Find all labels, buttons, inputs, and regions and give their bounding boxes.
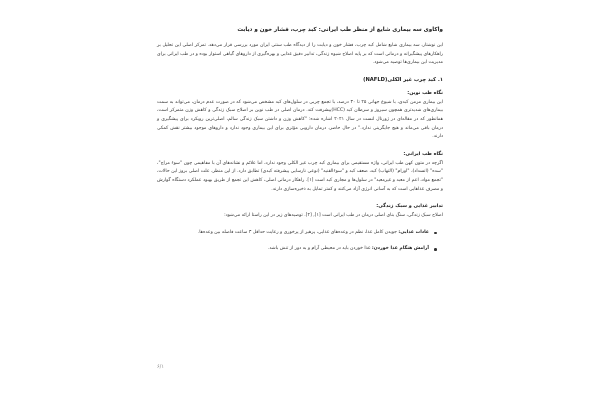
intro-paragraph: این نوشتار، سه بیماری شایع شامل کبد چرب، فشار خون و دیابت را از دیدگاه طب سنتی ایران مورد بررسی قرار می‌دهد. تمرکز اصلی این تحلیل بر راهکارهای پیشگیرانه و درمانی است که بر پایه اصلاح شیوه زندگی، تدابیر دقیق غذایی و بهره‌گیری از داروهای گیاهی استوار بوده و در طب ایرانی برای مدیریت این بیماری‌ها توصیه می‌شود. [157,43,443,66]
iranian-medicine-paragraph: اگرچه در متون کهن طب ایرانی، واژه مستقیمی برای بیماری کبد چرب غیر الکلی وجود ندارد، اما علائم و نشانه‌های آن با مفاهیمی چون "سوء مزاج"، "سده" (انسداد)، "اورام" (التهاب) کبد، ضعف کبد و "سوءالقنیه" (نوعی نارسایی پیشرفته کبدی) تطابق دارد. از این منظر، علت اصلی بروز این حالات، "تجمع مواد، اعم از معبد و غیرمعید" در سلول‌ها و مجاری کبد است [۱]. راهکار درمانی اصلی، کاهش این تجمع از طریق بهبود عملکرد دستگاه گوارش و مصرف غذاهایی است که به آسانی انرژی آزاد می‌کنند و کمتر تمایل به ذخیره‌سازی دارند. [157,160,443,192]
list-item-label: عادات غذایی: [398,229,429,235]
modern-medicine-paragraph: این بیماری مزمن کبدی، با شیوع جهانی ۲۵ تا ۳۰ درصد، با تجمع چربی در سلول‌های کبد مشخص می‌شود که در صورت عدم درمان، می‌تواند به سمت بیماری‌های شدیدتری همچون سیروز و سرطان کبد (HCC)پیشرفت کند. درمان اصلی در طب نوین بر اصلاح سبک زندگی و کاهش وزن متمرکز است، همانطور که در مقاله‌ای در ژورنال لنست در سال ۲۰۲۱ اشاره شده: "کاهش وزن و داشتن سبک زندگی سالم، اصلی‌ترین رویکرد برای پیشگیری و درمان باقی می‌ماند و هیچ جایگزینی ندارد." در حال حاضر، درمان دارویی مؤثری برای این بیماری وجود ندارد و داروهای موجود بیشتر نقش کمکی دارند. [157,99,443,140]
list-item [157,229,437,238]
diet-lifestyle-paragraph: اصلاح سبک زندگی، سنگ بنای اصلی درمان در طب ایرانی است [۱], [۲]. توصیه‌های زیر در این راستا ارائه می‌شود: [224,213,443,219]
page-number: ۶/۱ [157,364,165,370]
document-title: واکاوی سه بیماری شایع از منظر طب ایرانی: کبد چرب، فشار خون و دیابت [237,27,443,33]
section-heading-fatty-liver: ۱. کبد چرب غیر الکلی(NAFLD) [363,76,443,83]
modern-medicine-heading: نگاه طب نوین: [407,89,443,96]
iranian-medicine-heading: نگاه طب ایرانی: [403,150,443,157]
bullet-dot-icon [434,232,437,235]
diet-lifestyle-heading: تدابیر غذایی و سبک زندگی: [376,203,443,210]
list-item [157,245,437,254]
list-item-text: جویدن کامل غذا، نظم در وعده‌های غذایی، پرهیز از پرخوری و رعایت حداقل ۳ ساعت فاصله بین وعده‌ها. [197,229,399,235]
list-item-text: غذا خوردن باید در محیطی آرام و به دور از تنش باشد. [267,246,372,252]
document-page [157,26,443,400]
list-item-label: آرامش هنگام غذا خوردن: [371,246,429,252]
recommendation-list [157,229,443,254]
bullet-dot-icon [434,248,437,251]
